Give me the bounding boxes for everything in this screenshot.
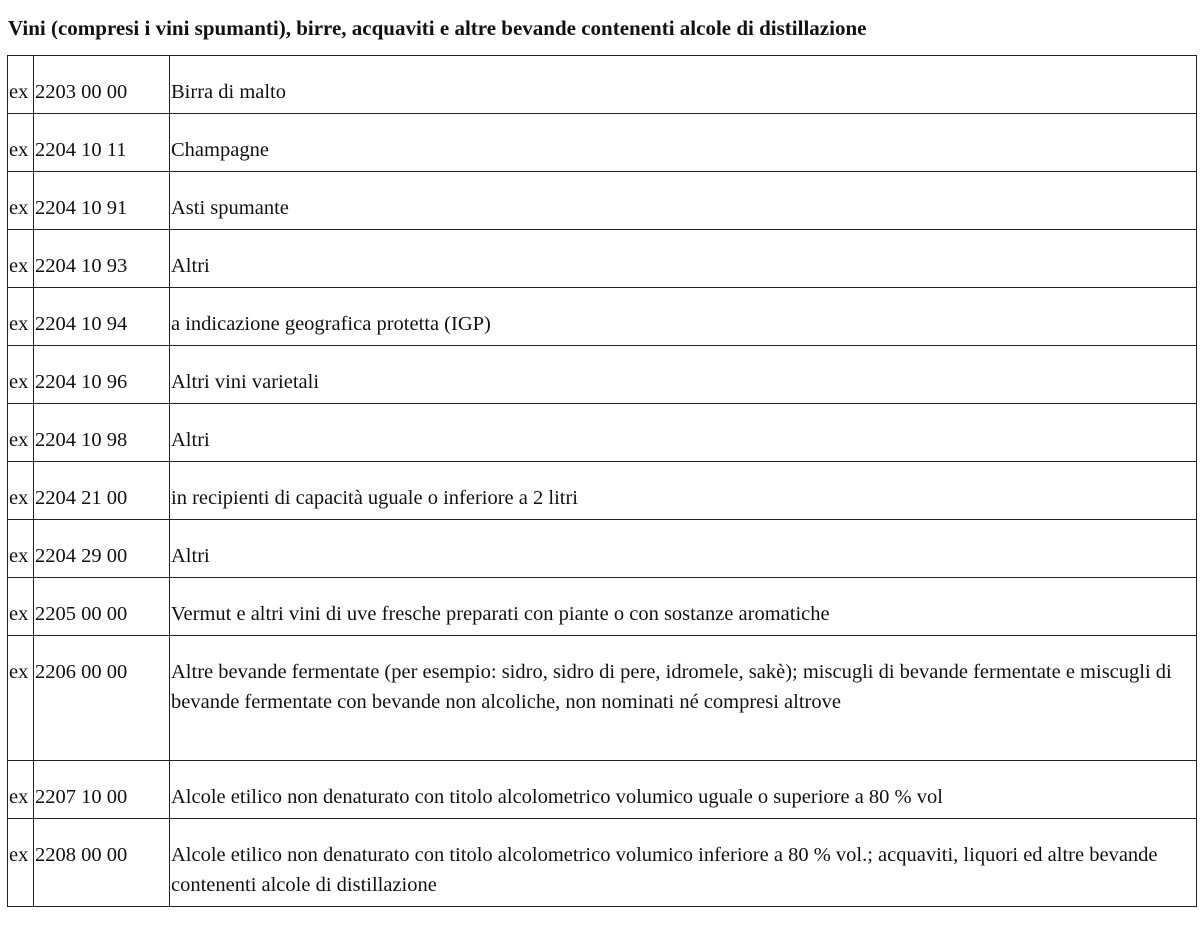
- table-row: [8, 230, 1197, 288]
- tariff-description: Altri vini varietali: [170, 346, 1197, 404]
- tariff-description: in recipienti di capacità uguale o inferiore a 2 litri: [170, 462, 1197, 520]
- ex-prefix: ex: [8, 230, 34, 288]
- ex-prefix: ex: [8, 114, 34, 172]
- tariff-code: 2204 10 11: [34, 114, 170, 172]
- ex-prefix: ex: [8, 636, 34, 761]
- tariff-code: 2204 10 93: [34, 230, 170, 288]
- tariff-description: Altre bevande fermentate (per esempio: sidro, sidro di pere, idromele, sakè); miscugli di bevande fermentate e miscugli di bevande fermentate con bevande non alcoliche, non nominati né compresi altrove: [170, 636, 1197, 761]
- tariff-description: a indicazione geografica protetta (IGP): [170, 288, 1197, 346]
- table-row: [8, 819, 1197, 907]
- tariff-description: Champagne: [170, 114, 1197, 172]
- table-row: [8, 520, 1197, 578]
- tariff-description: Alcole etilico non denaturato con titolo alcolometrico volumico uguale o superiore a 80 % vol: [170, 761, 1197, 819]
- ex-prefix: ex: [8, 288, 34, 346]
- tariff-table: [7, 55, 1197, 907]
- ex-prefix: ex: [8, 819, 34, 907]
- table-row: [8, 288, 1197, 346]
- ex-prefix: ex: [8, 761, 34, 819]
- tariff-description: Asti spumante: [170, 172, 1197, 230]
- ex-prefix: ex: [8, 404, 34, 462]
- document-title: Vini (compresi i vini spumanti), birre, acquaviti e altre bevande contenenti alcole di distillazione: [8, 16, 867, 40]
- table-row: [8, 404, 1197, 462]
- table-row: [8, 462, 1197, 520]
- tariff-code: 2204 10 94: [34, 288, 170, 346]
- table-row: [8, 578, 1197, 636]
- tariff-code: 2204 21 00: [34, 462, 170, 520]
- table-row: [8, 172, 1197, 230]
- table-row: [8, 56, 1197, 114]
- tariff-description: Vermut e altri vini di uve fresche preparati con piante o con sostanze aromatiche: [170, 578, 1197, 636]
- tariff-code: 2207 10 00: [34, 761, 170, 819]
- tariff-description: Altri: [170, 520, 1197, 578]
- tariff-code: 2204 10 91: [34, 172, 170, 230]
- tariff-code: 2205 00 00: [34, 578, 170, 636]
- ex-prefix: ex: [8, 172, 34, 230]
- ex-prefix: ex: [8, 578, 34, 636]
- tariff-code: 2203 00 00: [34, 56, 170, 114]
- table-row: [8, 114, 1197, 172]
- ex-prefix: ex: [8, 346, 34, 404]
- tariff-code: 2204 10 98: [34, 404, 170, 462]
- tariff-description: Alcole etilico non denaturato con titolo alcolometrico volumico inferiore a 80 % vol.; acquaviti, liquori ed altre bevande contenenti alcole di distillazione: [170, 819, 1197, 907]
- table-row: [8, 636, 1197, 761]
- ex-prefix: ex: [8, 462, 34, 520]
- tariff-description: Altri: [170, 404, 1197, 462]
- tariff-description: Altri: [170, 230, 1197, 288]
- tariff-code: 2206 00 00: [34, 636, 170, 761]
- tariff-code: 2204 29 00: [34, 520, 170, 578]
- tariff-description: Birra di malto: [170, 56, 1197, 114]
- ex-prefix: ex: [8, 520, 34, 578]
- table-row: [8, 761, 1197, 819]
- tariff-code: 2204 10 96: [34, 346, 170, 404]
- ex-prefix: ex: [8, 56, 34, 114]
- table-row: [8, 346, 1197, 404]
- tariff-code: 2208 00 00: [34, 819, 170, 907]
